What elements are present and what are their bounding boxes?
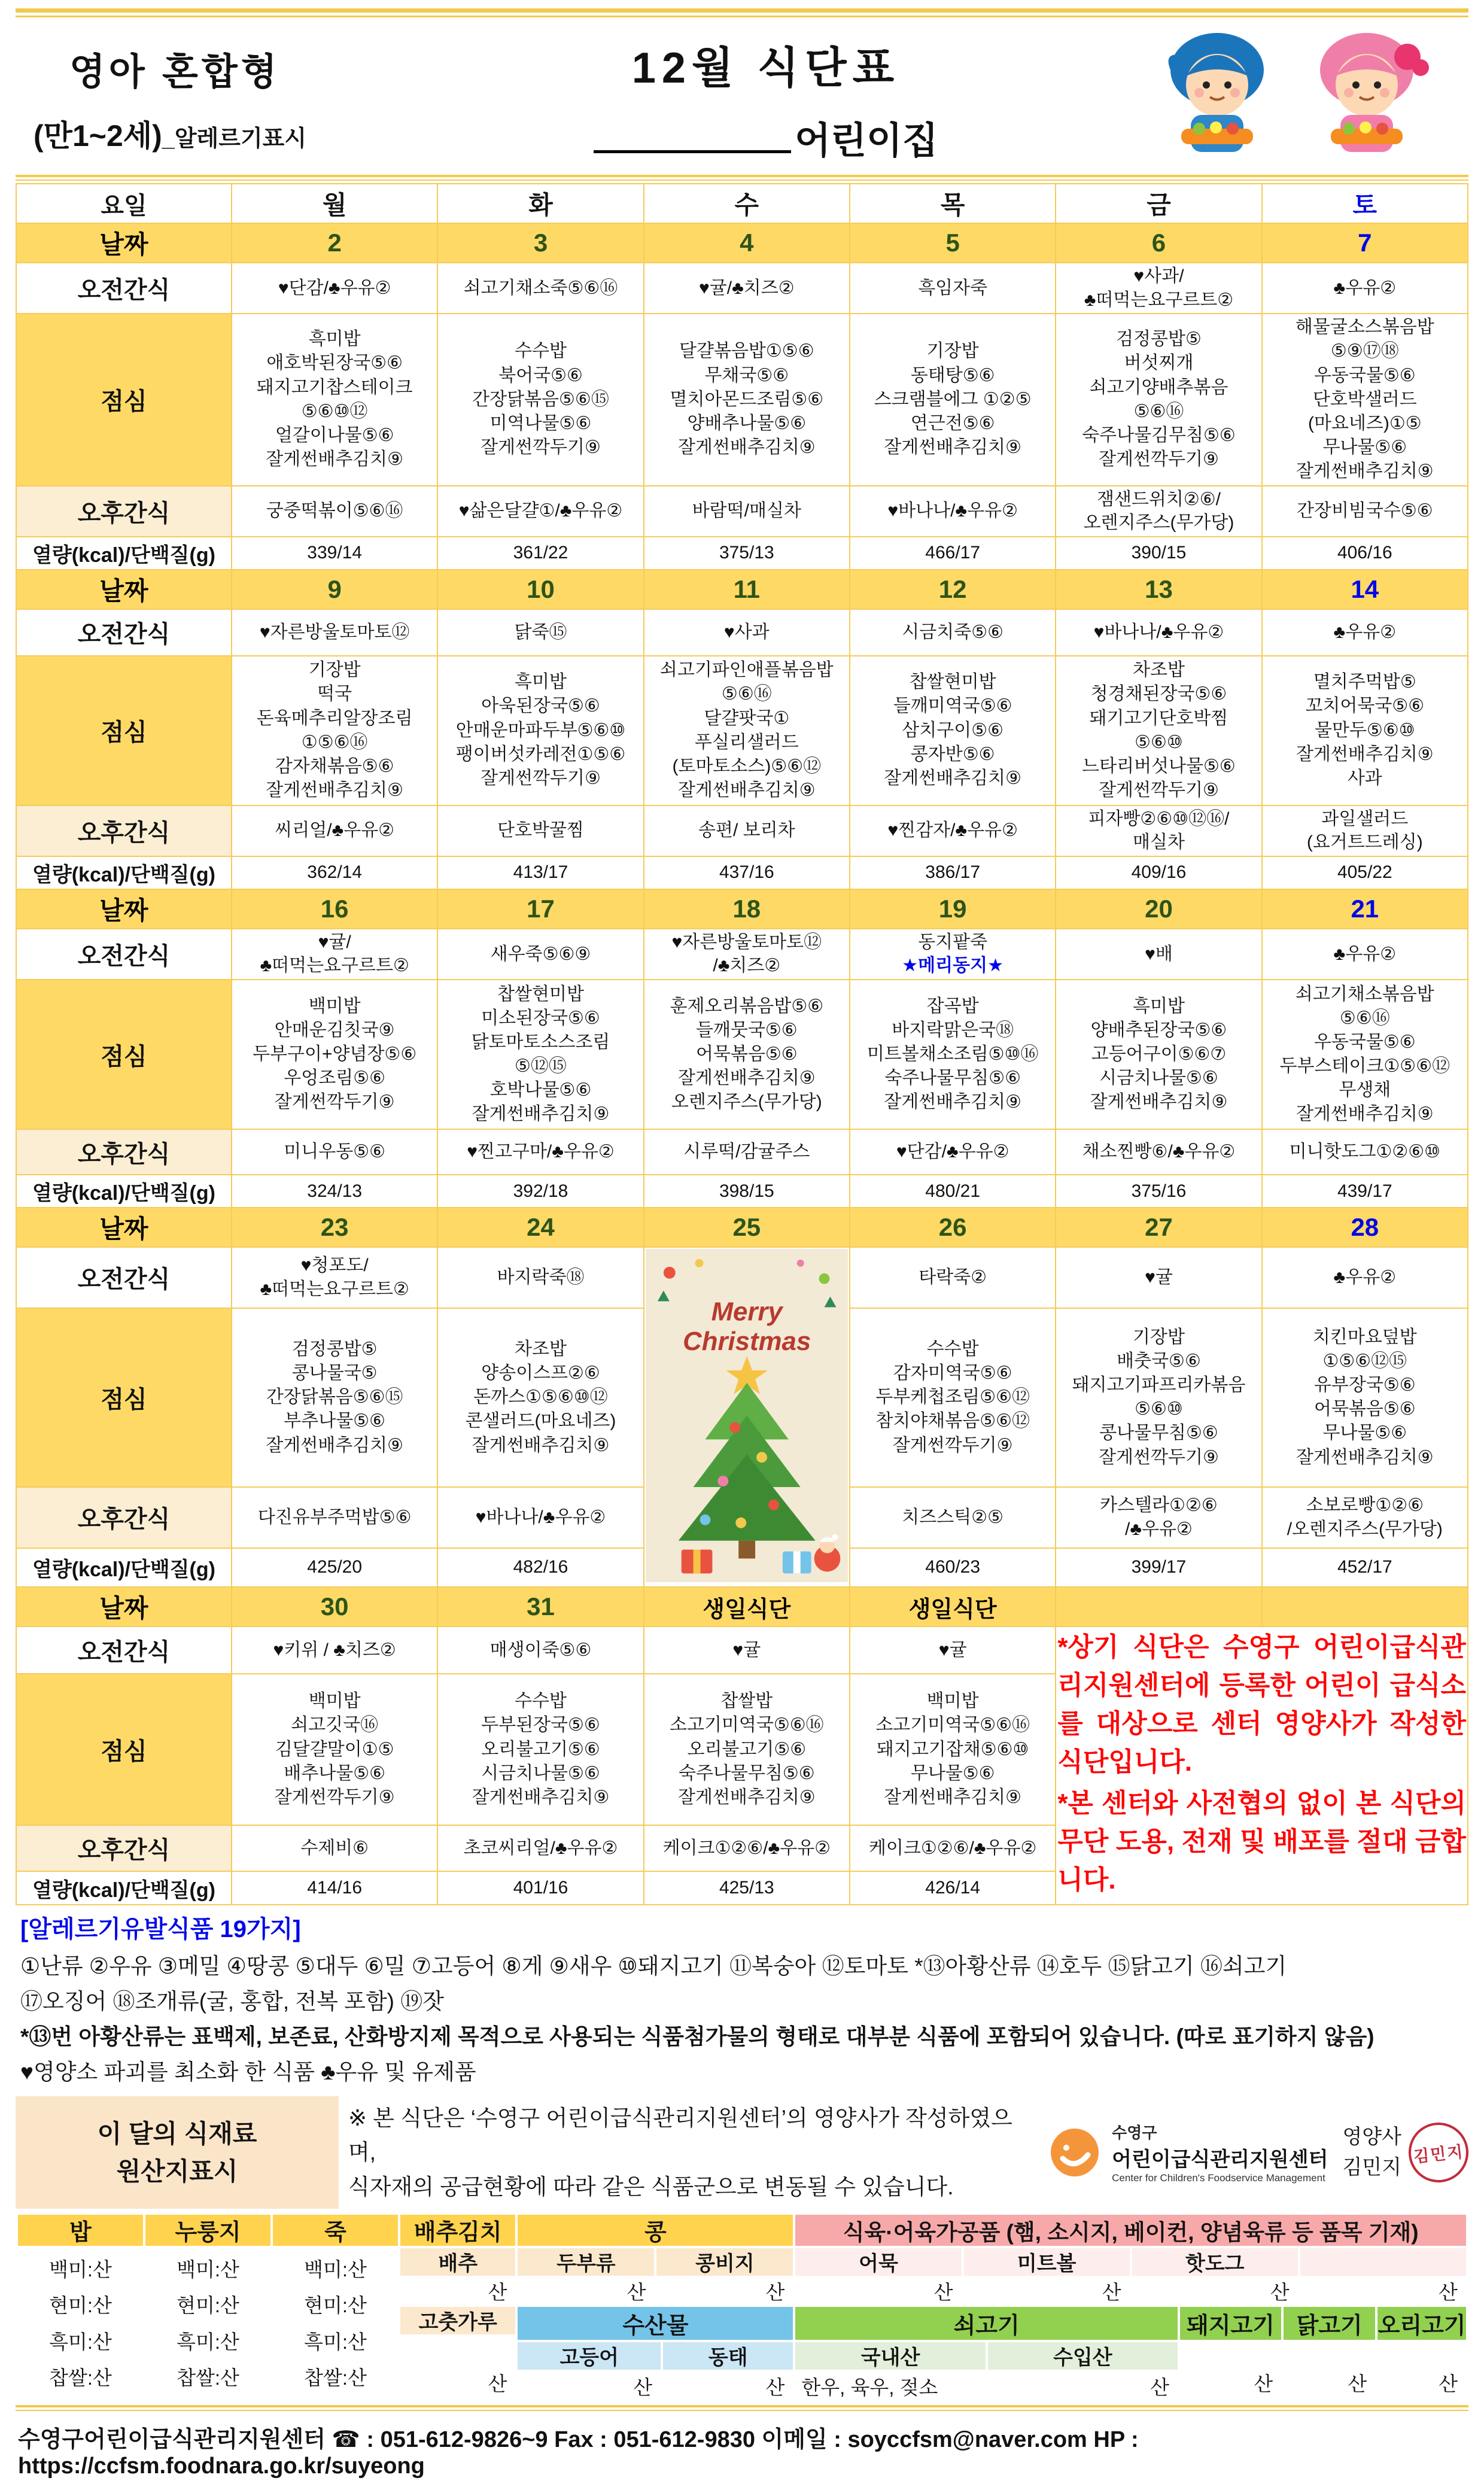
header-center [416,33,1115,164]
pm-cell: 미니우동⑤⑥ [232,1129,437,1175]
am-cell: 쇠고기채소죽⑤⑥⑯ [437,263,643,314]
kcal-cell: 439/17 [1262,1175,1468,1208]
center-brand [1046,2096,1331,2209]
kcal-row-label: 열량(kcal)/단백질(g) [16,1175,232,1208]
lunch-cell: 훈제오리볶음밥⑤⑥ 들깨뭇국⑤⑥ 어묵볶음⑤⑥ 잘게썬배추김치⑨ 오렌지주스(무가당) [644,980,850,1129]
am-cell: ♥귤 [1056,1247,1261,1308]
kcal-cell: 398/15 [644,1175,850,1208]
am-cell: ♣우유② [1262,1247,1468,1308]
date-cell: 12 [850,570,1056,609]
daycare-name-blank [594,126,791,153]
am-cell: ♣우유② [1262,609,1468,656]
origin-grain-header: 밥 [17,2214,144,2247]
kcal-cell: 405/22 [1262,856,1468,889]
origin-sub-tofu: 두부류 [516,2247,655,2277]
allergy-info-block [16,1905,1468,2090]
date-cell [1056,1587,1261,1626]
origin-grain-col-2 [144,2214,272,2401]
weekday-row-label: 요일 [16,184,232,223]
am-cell: 새우죽⑤⑥⑨ [437,929,643,980]
origin-table [16,2212,1468,2403]
weekday-header-row [16,184,1468,223]
date-cell: 7 [1262,223,1468,263]
am-cell: 시금치죽⑤⑥ [850,609,1056,656]
origin-val-imported-beef: 산 [987,2371,1179,2401]
pm-row-label: 오후간식 [16,486,232,537]
lunch-cell: 검정콩밥⑤ 버섯찌개 쇠고기양배추볶음 ⑤⑥⑯ 숙주나물김무침⑤⑥ 잘게썬깍두기⑨ [1056,314,1261,485]
date-cell: 31 [437,1587,643,1626]
lunch-cell: 백미밥 쇠고깃국⑯ 김달걀말이①⑤ 배추나물⑤⑥ 잘게썬깍두기⑨ [232,1674,437,1825]
origin-right-grid [399,2214,1467,2401]
weekday-header-3: 수 [644,184,850,223]
lunch-row-week-2 [16,656,1468,805]
pm-cell: 케이크①②⑥/♣우유② [850,1825,1056,1871]
pm-cell: 피자빵②⑥⑩⑫⑯/ 매실차 [1056,805,1261,856]
pm-row-label: 오후간식 [16,1129,232,1175]
kcal-cell: 386/17 [850,856,1056,889]
pm-cell: 궁중떡볶이⑤⑥⑯ [232,486,437,537]
am-cell: 매생이죽⑤⑥ [437,1626,643,1674]
date-row-week-5 [16,1587,1468,1626]
am-cell: ♥귤/ ♣떠먹는요구르트② [232,929,437,980]
lunch-cell: 검정콩밥⑤ 콩나물국⑤ 간장닭볶음⑤⑥⑮ 부추나물⑤⑥ 잘게썬배추김치⑨ [232,1308,437,1487]
origin-grain-header: 죽 [272,2214,399,2247]
pm-cell: 씨리얼/♣우유② [232,805,437,856]
date-cell: 14 [1262,570,1468,609]
december-menu-table [16,183,1468,1905]
lunch-cell: 잡곡밥 바지락맑은국⑱ 미트볼채소조림⑤⑩⑯ 숙주나물무침⑤⑥ 잘게썬배추김치⑨ [850,980,1056,1129]
pm-cell: ♥단감/♣우유② [850,1129,1056,1175]
svg-text:Christmas: Christmas [682,1327,811,1357]
am-cell: ♥자른방울토마토⑫ /♣치즈② [644,929,850,980]
kcal-row-label: 열량(kcal)/단백질(g) [16,856,232,889]
pm-cell: 잼샌드위치②⑥/ 오렌지주스(무가당) [1056,486,1261,537]
am-row-label: 오전간식 [16,929,232,980]
pm-cell: 수제비⑥ [232,1825,437,1871]
am-row-label: 오전간식 [16,263,232,314]
date-row-week-2 [16,570,1468,609]
date-cell: 17 [437,889,643,929]
date-cell: 27 [1056,1208,1261,1247]
lunch-row-label: 점심 [16,314,232,485]
weekday-header-6: 토 [1262,184,1468,223]
origin-header-duck: 오리고기 [1376,2306,1467,2341]
kcal-row-week-3 [16,1175,1468,1208]
kcal-cell: 401/16 [437,1871,643,1905]
am-row-label: 오전간식 [16,1626,232,1674]
lunch-cell: 기장밥 배춧국⑤⑥ 돼지고기파프리카볶음 ⑤⑥⑩ 콩나물무침⑤⑥ 잘게썬깍두기⑨ [1056,1308,1261,1487]
origin-grain-values: 백미: 산 현미: 산 흑미: 산 찹쌀: 산 [272,2247,399,2401]
date-cell: 26 [850,1208,1056,1247]
origin-grain-values: 백미: 산 현미: 산 흑미: 산 찹쌀: 산 [144,2247,272,2401]
date-cell: 9 [232,570,437,609]
lunch-cell: 흑미밥 양배추된장국⑤⑥ 고등어구이⑤⑥⑦ 시금치나물⑤⑥ 잘게썬배추김치⑨ [1056,980,1261,1129]
allergy-list-line-2: ⑰오징어 ⑱조개류(굴, 홍합, 전복 포함) ⑲잣 [20,1989,444,2014]
lunch-cell: 찹쌀현미밥 들깨미역국⑤⑥ 삼치구이⑤⑥ 콩자반⑤⑥ 잘게썬배추김치⑨ [850,656,1056,805]
pm-cell: ♥삶은달걀①/♣우유② [437,486,643,537]
lunch-cell: 수수밥 두부된장국⑤⑥ 오리불고기⑤⑥ 시금치나물⑤⑥ 잘게썬배추김치⑨ [437,1674,643,1825]
date-cell: 10 [437,570,643,609]
origin-sub-fishcake: 어묵 [794,2247,962,2277]
origin-note: ※ 본 식단은 ‘수영구 어린이급식관리지원센터’의 영양사가 작성하였으며, 식자재의 공급현황에 따라 같은 식품군으로 변동될 수 있습니다. [348,2105,1012,2199]
date-cell: 21 [1262,889,1468,929]
origin-header-processed-meat: 식육·어육가공품 (햄, 소시지, 베이컨, 양념육류 등 품목 기재) [794,2214,1467,2247]
pm-cell: ♥찐고구마/♣우유② [437,1129,643,1175]
origin-box-title: 이 달의 식재료 원산지표시 [16,2096,339,2209]
pm-row-label: 오후간식 [16,1825,232,1871]
allergy-sulfite-note: *⑬번 아황산류는 표백제, 보존료, 산화방지제 목적으로 사용되는 식품첨가물의 형태로 대부분 식품에 포함되어 있습니다. (따로 표기하지 않음) [20,2024,1374,2049]
am-cell: ♣우유② [1262,263,1468,314]
am-cell: ♥귤 [850,1626,1056,1674]
dietitian-name: 영양사 김민지 [1342,2125,1401,2179]
date-row-label: 날짜 [16,889,232,929]
date-cell: 18 [644,889,850,929]
pm-cell: 채소찐빵⑥/♣우유② [1056,1129,1261,1175]
pm-cell: 과일샐러드 (요거트드레싱) [1262,805,1468,856]
kcal-cell: 361/22 [437,537,643,570]
am-row-week-4 [16,1247,1468,1308]
kcal-row-label: 열량(kcal)/단백질(g) [16,537,232,570]
lunch-cell: 치킨마요덮밥 ①⑤⑥⑫⑮ 유부장국⑤⑥ 어묵볶음⑤⑥ 무나물⑤⑥ 잘게썬배추김치⑨ [1262,1308,1468,1487]
origin-grain-col-3 [272,2214,399,2401]
origin-val-cabbage: 산 [399,2277,516,2306]
kcal-cell: 339/14 [232,537,437,570]
kcal-cell: 414/16 [232,1871,437,1905]
kcal-cell: 425/20 [232,1548,437,1588]
date-row-label: 날짜 [16,223,232,263]
origin-sub-chili: 고춧가루 [399,2306,516,2336]
date-cell: 19 [850,889,1056,929]
origin-grain-columns [17,2214,399,2401]
date-cell: 4 [644,223,850,263]
origin-header-seafood: 수산물 [516,2306,794,2341]
pm-cell: 케이크①②⑥/♣우유② [644,1825,850,1871]
am-row-label: 오전간식 [16,1247,232,1308]
lunch-row-week-3 [16,980,1468,1129]
lunch-cell: 찹쌀밥 소고기미역국⑤⑥⑯ 오리불고기⑤⑥ 숙주나물무침⑤⑥ 잘게썬배추김치⑨ [644,1674,850,1825]
origin-header-pork: 돼지고기 [1179,2306,1282,2341]
origin-val-duck: 산 [1376,2341,1467,2401]
lunch-cell: 수수밥 감자미역국⑤⑥ 두부케첩조림⑤⑥⑫ 참치야채볶음⑤⑥⑫ 잘게썬깍두기⑨ [850,1308,1056,1487]
am-row-week-5 [16,1626,1468,1674]
origin-val-meatball: 산 [963,2277,1131,2306]
am-cell: ♥자른방울토마토⑫ [232,609,437,656]
top-divider [16,8,1468,17]
pm-cell: ♥바나나/♣우유② [850,486,1056,537]
weekday-header-1: 월 [232,184,437,223]
origin-val-chicken: 산 [1282,2341,1376,2401]
christmas-cell [644,1247,850,1587]
origin-header-bean: 콩 [516,2214,794,2247]
pm-row-week-1 [16,486,1468,537]
lunch-row-label: 점심 [16,1674,232,1825]
pm-cell: 카스텔라①②⑥ /♣우유② [1056,1487,1261,1548]
origin-header-beef: 쇠고기 [794,2306,1179,2341]
origin-grain-values: 백미: 산 현미: 산 흑미: 산 찹쌀: 산 [17,2247,144,2401]
pm-row-label: 오후간식 [16,805,232,856]
origin-val-hotdog: 산 [1131,2277,1299,2306]
lunch-cell: 흑미밥 아욱된장국⑤⑥ 안매운마파두부⑤⑥⑩ 팽이버섯카레전①⑤⑥ 잘게썬깍두기⑨ [437,656,643,805]
origin-val-fishcake: 산 [794,2277,962,2306]
mascot-children-image [1139,28,1450,166]
origin-sub-domestic-beef: 국내산 [794,2341,986,2371]
kcal-cell: 392/18 [437,1175,643,1208]
origin-sub-blank [1299,2247,1467,2277]
lunch-cell: 달걀볶음밥①⑤⑥ 무채국⑤⑥ 멸치아몬드조림⑤⑥ 양배추나물⑤⑥ 잘게썬배추김치⑨ [644,314,850,485]
date-row-label: 날짜 [16,1208,232,1247]
origin-val-pork: 산 [1179,2341,1282,2401]
pm-cell: ♥바나나/♣우유② [437,1487,643,1548]
am-row-week-1 [16,263,1468,314]
am-cell: ♥배 [1056,929,1261,980]
lunch-cell: 멸치주먹밥⑤ 꼬치어묵국⑤⑥ 물만두⑤⑥⑩ 잘게썬배추김치⑨ 사과 [1262,656,1468,805]
origin-val-beancurd: 산 [655,2277,794,2306]
kcal-cell: 466/17 [850,537,1056,570]
header-bottom-divider [16,175,1468,181]
kcal-cell: 409/16 [1056,856,1261,889]
lunch-cell: 차조밥 청경채된장국⑤⑥ 돼기고기단호박찜 ⑤⑥⑩ 느타리버섯나물⑤⑥ 잘게썬깍두기⑨ [1056,656,1261,805]
lunch-row-week-1 [16,314,1468,485]
weekday-header-4: 목 [850,184,1056,223]
kcal-cell: 375/16 [1056,1175,1261,1208]
lunch-cell: 해물굴소스볶음밥 ⑤⑨⑰⑱ 우동국물⑤⑥ 단호박샐러드 (마요네즈)①⑤ 무나물⑤⑥ 잘게썬배추김치⑨ [1262,314,1468,485]
weekday-header-5: 금 [1056,184,1261,223]
kcal-cell: 452/17 [1262,1548,1468,1588]
pm-cell: 바람떡/매실차 [644,486,850,537]
center-logo-icon [1046,2124,1103,2181]
origin-grain-header: 누룽지 [144,2214,272,2247]
lunch-cell: 기장밥 떡국 돈육메추리알장조림 ①⑤⑥⑯ 감자채볶음⑤⑥ 잘게썬배추김치⑨ [232,656,437,805]
pm-cell: 초코씨리얼/♣우유② [437,1825,643,1871]
footer-divider [16,2405,1468,2411]
kcal-cell: 426/14 [850,1871,1056,1905]
am-cell: ♥바나나/♣우유② [1056,609,1261,656]
pm-cell: 소보로빵①②⑥ /오렌지주스(무가당) [1262,1487,1468,1548]
date-cell: 30 [232,1587,437,1626]
dietitian-stamp-icon: 김민지 [1406,2120,1471,2185]
origin-sub-meatball: 미트볼 [963,2247,1131,2277]
origin-sub-pollock: 동태 [662,2341,794,2371]
kcal-cell: 375/13 [644,537,850,570]
am-cell: ♥사과 [644,609,850,656]
lunch-cell: 기장밥 동태탕⑤⑥ 스크램블에그 ①②⑤ 연근전⑤⑥ 잘게썬배추김치⑨ [850,314,1056,485]
date-cell: 23 [232,1208,437,1247]
kcal-cell: 480/21 [850,1175,1056,1208]
origin-val-domestic-beef: 한우, 육우, 젖소 [794,2371,986,2401]
pm-cell: 송편/ 보리차 [644,805,850,856]
date-cell: 25 [644,1208,850,1247]
kcal-row-week-1 [16,537,1468,570]
lunch-cell: 백미밥 소고기미역국⑤⑥⑯ 돼지고기잡채⑤⑥⑩ 무나물⑤⑥ 잘게썬배추김치⑨ [850,1674,1056,1825]
kcal-cell: 437/16 [644,856,850,889]
date-cell: 3 [437,223,643,263]
pm-row-label: 오후간식 [16,1487,232,1548]
lunch-row-label: 점심 [16,980,232,1129]
center-logo-text: 수영구 어린이급식관리지원센터 Center for Children's Foodservice Management [1112,2123,1328,2184]
date-row-week-1 [16,223,1468,263]
origin-val-chili: 산 [399,2341,516,2401]
kcal-row-label: 열량(kcal)/단백질(g) [16,1871,232,1905]
kcal-cell: 406/16 [1262,537,1468,570]
origin-val-pollock: 산 [662,2371,794,2401]
copyright-notice: *상기 식단은 수영구 어린이급식관리지원센터에 등록한 어린이 급식소를 대상으로 센터 영양사가 작성한 식단입니다. *본 센터와 사전협의 없이 본 식단의 무단 도용, 전재 및 배포를 절대 금합니다. [1056,1626,1468,1905]
am-row-week-3 [16,929,1468,980]
pm-cell: 미니핫도그①②⑥⑩ [1262,1129,1468,1175]
am-cell: ♥귤/♣치즈② [644,263,850,314]
daycare-name-line: 어린이집 [416,111,1115,164]
am-cell: 타락죽② [850,1247,1056,1308]
age-group-title: 영아 혼합형 [69,51,281,93]
lunch-row-label: 점심 [16,1308,232,1487]
date-cell [1262,1587,1468,1626]
am-row-label: 오전간식 [16,609,232,656]
lunch-cell: 흑미밥 애호박된장국⑤⑥ 돼지고기찹스테이크 ⑤⑥⑩⑫ 얼갈이나물⑤⑥ 잘게썬배추김치⑨ [232,314,437,485]
am-cell: ♥키위 / ♣치즈② [232,1626,437,1674]
am-row-week-2 [16,609,1468,656]
am-cell: ♥귤 [644,1626,850,1674]
footer-contact: 수영구어린이급식관리지원센터 ☎ : 051-612-9826~9 Fax : 051-612-9830 이메일 : soyccfsm@naver.com HP : https://ccfsm.foodnara.go.kr/suyeong [18,2427,1139,2479]
lunch-cell: 쇠고기채소볶음밥 ⑤⑥⑯ 우동국물⑤⑥ 두부스테이크①⑤⑥⑫ 무생채 잘게썬배추김치⑨ [1262,980,1468,1129]
kcal-cell: 460/23 [850,1548,1056,1588]
date-row-week-3 [16,889,1468,929]
kcal-row-week-2 [16,856,1468,889]
am-cell: ♥사과/ ♣떠먹는요구르트② [1056,263,1261,314]
pm-row-week-3 [16,1129,1468,1175]
allergy-list-line-1: ①난류 ②우유 ③메밀 ④땅콩 ⑤대두 ⑥밀 ⑦고등어 ⑧게 ⑨새우 ⑩돼지고기 ⑪복숭아 ⑫토마토 *⑬아황산류 ⑭호두 ⑮닭고기 ⑯쇠고기 [20,1953,1287,1978]
origin-header-kimchi: 배추김치 [399,2214,516,2247]
lunch-cell: 차조밥 양송이스프②⑥ 돈까스①⑤⑥⑩⑫ 콘샐러드(마요네즈) 잘게썬배추김치⑨ [437,1308,643,1487]
page-header [16,20,1468,172]
pm-cell: 다진유부주먹밥⑤⑥ [232,1487,437,1548]
date-cell: 5 [850,223,1056,263]
origin-val-blank: 산 [1299,2277,1467,2306]
kcal-cell: 413/17 [437,856,643,889]
am-cell: 바지락죽⑱ [437,1247,643,1308]
date-cell: 11 [644,570,850,609]
am-cell: 동지팥죽 ★메리동지★ [850,929,1056,980]
origin-sub-beancurd: 콩비지 [655,2247,794,2277]
header-right [1115,28,1450,169]
dietitian-block [1342,2096,1468,2209]
allergy-title: [알레르기유발식품 19가지] [20,1916,301,1942]
pm-cell: 시루떡/감귤주스 [644,1129,850,1175]
kcal-cell: 425/13 [644,1871,850,1905]
christmas-image [646,1249,848,1582]
date-cell: 28 [1262,1208,1468,1247]
origin-sub-imported-beef: 수입산 [987,2341,1179,2371]
date-cell: 2 [232,223,437,263]
kcal-cell: 324/13 [232,1175,437,1208]
am-cell: ♥청포도/ ♣떠먹는요구르트② [232,1247,437,1308]
pm-cell: 간장비빔국수⑤⑥ [1262,486,1468,537]
lunch-cell: 백미밥 안매운김칫국⑨ 두부구이+양념장⑤⑥ 우엉조림⑤⑥ 잘게썬깍두기⑨ [232,980,437,1129]
kcal-cell: 399/17 [1056,1548,1261,1588]
lunch-cell: 찹쌀현미밥 미소된장국⑤⑥ 닭토마토소스조림 ⑤⑫⑮ 호박나물⑤⑥ 잘게썬배추김치⑨ [437,980,643,1129]
date-cell: 20 [1056,889,1261,929]
origin-sub-mackerel: 고등어 [516,2341,662,2371]
allergy-symbol-legend: ♥영양소 파괴를 최소화 한 식품 ♣우유 및 유제품 [20,2059,476,2084]
am-cell: 닭죽⑮ [437,609,643,656]
date-cell: 생일식단 [850,1587,1056,1626]
am-cell: ♥단감/♣우유② [232,263,437,314]
origin-sub-cabbage: 배추 [399,2247,516,2277]
origin-val-mackerel: 산 [516,2371,662,2401]
date-row-label: 날짜 [16,1587,232,1626]
date-cell: 6 [1056,223,1261,263]
kcal-cell: 390/15 [1056,537,1261,570]
weekday-header-2: 화 [437,184,643,223]
date-row-week-4 [16,1208,1468,1247]
lunch-cell: 수수밥 북어국⑤⑥ 간장닭볶음⑤⑥⑮ 미역나물⑤⑥ 잘게썬깍두기⑨ [437,314,643,485]
origin-header-chicken: 닭고기 [1282,2306,1376,2341]
date-cell: 16 [232,889,437,929]
pm-cell: 단호박꿀찜 [437,805,643,856]
date-cell: 생일식단 [644,1587,850,1626]
origin-grain-col-1 [17,2214,144,2401]
kcal-cell: 482/16 [437,1548,643,1588]
kcal-row-label: 열량(kcal)/단백질(g) [16,1548,232,1588]
winter-solstice-highlight: ★메리동지★ [902,956,1003,976]
am-cell: 흑임자죽 [850,263,1056,314]
lunch-row-label: 점심 [16,656,232,805]
pm-row-week-2 [16,805,1468,856]
origin-header-row [16,2096,1468,2209]
date-row-label: 날짜 [16,570,232,609]
lunch-cell: 쇠고기파인애플볶음밥 ⑤⑥⑯ 달걀팟국① 푸실리샐러드 (토마토소스)⑤⑥⑫ 잘게썬배추김치⑨ [644,656,850,805]
pm-cell: 치즈스틱②⑤ [850,1487,1056,1548]
origin-sub-hotdog: 핫도그 [1131,2247,1299,2277]
pm-cell: ♥찐감자/♣우유② [850,805,1056,856]
origin-val-tofu: 산 [516,2277,655,2306]
kcal-cell: 362/14 [232,856,437,889]
date-cell: 13 [1056,570,1261,609]
age-range-subtitle: (만1~2세)_알레르기표시 [34,119,307,153]
am-cell: ♣우유② [1262,929,1468,980]
date-cell: 24 [437,1208,643,1247]
header-left [34,42,416,155]
svg-text:Merry: Merry [711,1297,783,1327]
page-title: 12월 식단표 [631,44,901,92]
